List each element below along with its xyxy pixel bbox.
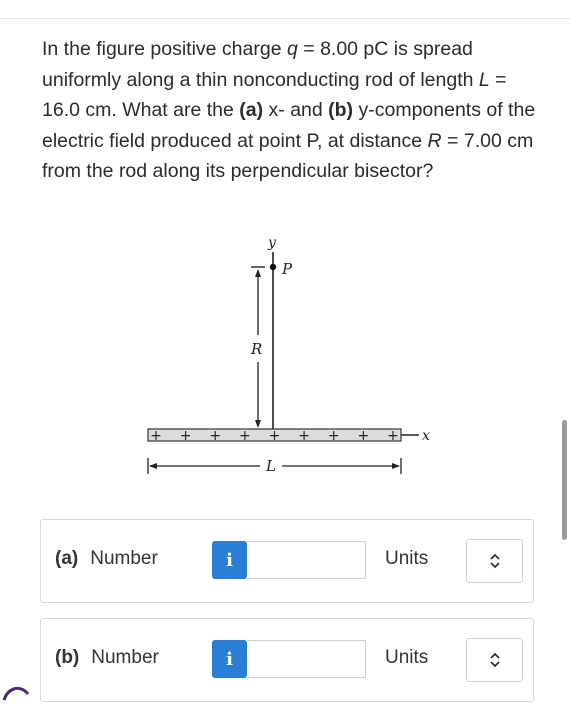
r-label: R [251,340,263,358]
info-button[interactable]: i [212,541,247,579]
y-axis-label: y [268,235,276,251]
r-arrow-up [255,269,261,277]
scrollbar[interactable] [562,420,567,540]
plus-charge: + [239,428,251,444]
up-down-caret-icon [489,553,501,569]
plus-charge: + [179,428,192,444]
l-arrow-right [392,463,400,469]
point-p [270,264,276,270]
plus-charge: + [357,428,370,444]
number-input-b[interactable] [247,640,366,678]
units-select-a[interactable] [466,539,523,583]
annotation-stroke [0,670,40,710]
units-label: Units [385,647,429,668]
part-a-marker: (a) [55,548,79,569]
up-down-caret-icon [489,652,501,668]
rod-charges [150,428,399,444]
point-p-label: P [282,260,293,278]
l-label: L [266,457,276,475]
plus-charge: + [327,428,340,444]
rod-diagram [138,230,438,490]
top-bar [0,0,571,19]
answer-a-label [55,548,158,570]
question-text: In the figure positive charge q = 8.00 pC is spread uniformly along a thin nonconducting rod of length L = 16.0 cm. What are the (a) x- and (b) y-components of the electric field produced at point P, at distance R = 7.00 cm from the rod along its perpendicular bisector? [42,38,536,182]
info-button[interactable]: i [212,640,247,678]
plus-charge: + [268,428,281,444]
l-arrow-left [149,463,157,469]
number-input-a[interactable] [247,541,366,579]
number-label: Number [90,548,158,569]
answer-row-b [40,618,534,702]
plus-charge: + [209,428,222,444]
plus-charge: + [150,428,162,444]
number-label: Number [91,647,159,668]
plus-charge: + [298,428,310,444]
r-arrow-down [255,420,261,428]
answer-row-a [40,519,534,603]
plus-charge: + [387,428,399,444]
answer-b-label [55,647,159,669]
units-label: Units [385,548,429,569]
x-axis-label: x [422,428,430,444]
part-b-marker: (b) [55,647,80,668]
units-select-b[interactable] [466,638,523,682]
